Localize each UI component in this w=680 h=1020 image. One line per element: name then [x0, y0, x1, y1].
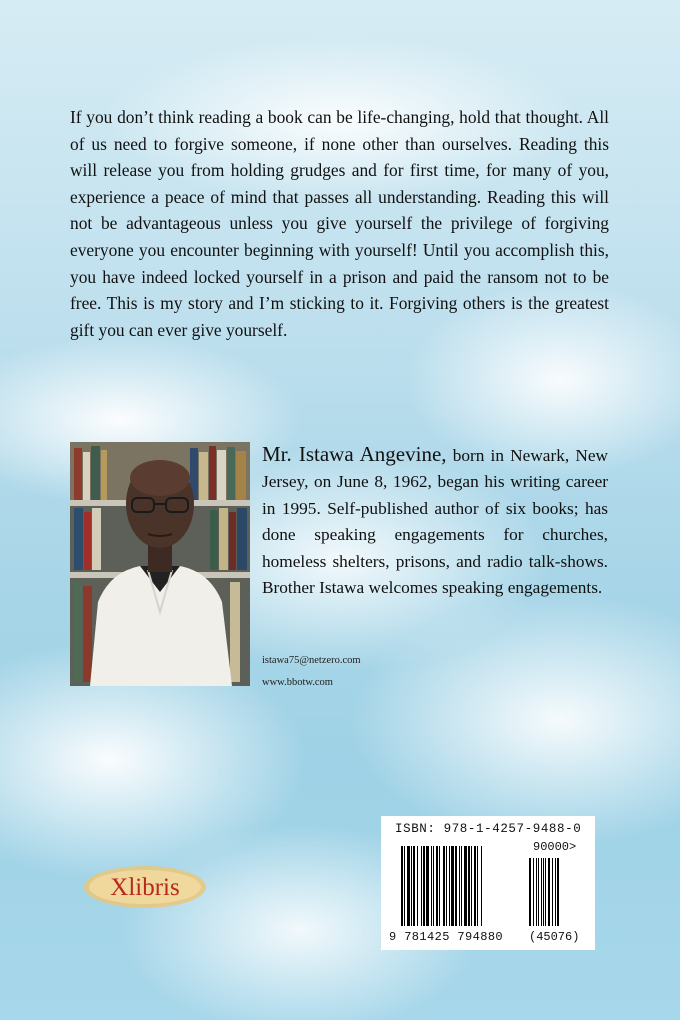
author-name: Mr. Istawa Angevine,: [262, 442, 447, 466]
author-email[interactable]: istawa75@netzero.com: [262, 655, 361, 666]
publisher-name: Xlibris: [110, 874, 180, 901]
barcode-digits: 9 781425 794880: [389, 930, 504, 944]
isbn-label: ISBN: 978-1-4257-9488-0: [395, 822, 582, 836]
barcode-price-code: (45076): [529, 930, 580, 944]
author-photo: [70, 442, 250, 686]
barcode-bars: [401, 846, 581, 930]
publisher-logo: [82, 864, 208, 910]
isbn-barcode: [381, 816, 595, 950]
book-blurb: If you don’t think reading a book can be life-changing, hold that thought. All of us need to forgive someone, if none other than ourselves. Reading this will release you from holding grudges and for first time, for many of you, experience a peace of mind that passes all understanding. Reading this will not be advantageous unless you give yourself the privilege of forgiving everyone you encounter beginning with yourself! Until you accomplish this, you have indeed locked yourself in a prison and paid the ransom not to be free. This is my story and I’m sticking to it. Forgiving others is the greatest gift you can ever give yourself.: [70, 107, 609, 340]
author-bio-text: born in Newark, New Jersey, on June 8, 1962, began his writing career in 1995. Self-published author of six books; has done speaking engagements for churches, homeless shelters, prisons, and radio talk-shows. Brother Istawa welcomes speaking engagements.: [262, 446, 608, 598]
author-website[interactable]: www.bbotw.com: [262, 677, 333, 688]
author-bio: [262, 441, 608, 601]
barcode-addon: 90000>: [533, 840, 577, 854]
